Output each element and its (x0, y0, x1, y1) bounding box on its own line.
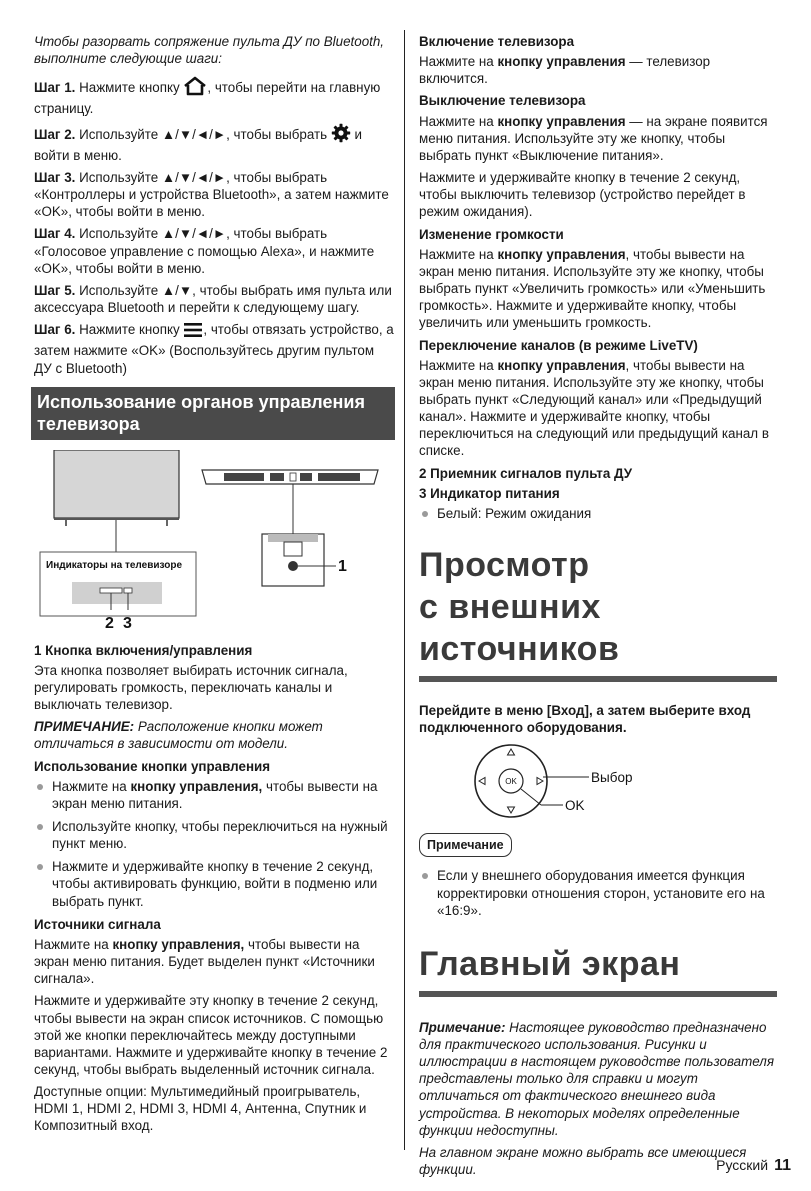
list-item: Нажмите на кнопку управления, чтобы вывести на экран меню питания. (34, 778, 394, 812)
title-rule (419, 676, 777, 682)
left-column (34, 33, 394, 1140)
channels-heading: Переключение каналов (в режиме LiveTV) (419, 337, 698, 353)
channels-text: Нажмите на кнопку управления, чтобы вывести на экран меню питания. Используйте эту же кнопку, чтобы выбрать пункт «Следующий канал» или «Предыдущий канал». Нажмите и удерживайте кнопку, чтобы переключиться на следующий или предыдущий канал в списке. (419, 357, 769, 459)
step-1: Шаг 1. Нажмите кнопку , чтобы перейти на главную страницу. (34, 76, 394, 117)
note-pill: Примечание (419, 833, 512, 857)
usage-heading: Использование кнопки управления (34, 758, 271, 774)
step-5: Шаг 5. Используйте ▲/▼, чтобы выбрать имя пульта или аксессуара Bluetooth и перейти к следующему шагу. (34, 282, 392, 316)
volume-heading: Изменение громкости (419, 226, 564, 242)
receiver-heading: 2 Приемник сигналов пульта ДУ (419, 465, 633, 481)
external-instruction: Перейдите в меню [Вход], а затем выберите вход подключенного оборудования. (419, 703, 751, 736)
control-button-closeup (262, 534, 347, 586)
page-footer (716, 1156, 791, 1176)
home-paragraph: На главном экране можно выбрать все имеющиеся функции. (419, 1144, 747, 1178)
usage-list (34, 778, 394, 910)
model-note: ПРИМЕЧАНИЕ: Расположение кнопки может отличаться в зависимости от модели. (34, 719, 323, 752)
step-2: Шаг 2. Используйте ▲/▼/◄/►, чтобы выбрать и войти в меню. (34, 123, 394, 164)
home-note: Примечание: Настоящее руководство предназначено для практического использования. Рисунки и иллюстрации в настоящем руководстве пользователя представлены только для справки и могут отличаться от фактического внешнего вида устройства. В некоторых моделях определенные функции недоступны. (419, 1019, 774, 1138)
home-title-rule (419, 991, 777, 997)
volume-text: Нажмите на кнопку управления, чтобы вывести на экран меню питания. Используйте эту же кнопку, чтобы выбрать пункт «Увеличить громкость» или «Уменьшить громкость». Нажмите и удерживайте кнопку, чтобы увеличить или уменьшить громкость. (419, 246, 766, 331)
note-pill-wrap (419, 833, 779, 857)
callout-3: 3 (123, 614, 132, 632)
button-description: Эта кнопка позволяет выбирать источник сигнала, регулировать громкость, переключать каналы и выключать телевизор. (34, 662, 348, 713)
list-item: Нажмите и удерживайте кнопку в течение 2 секунд, чтобы активировать функцию, войти в подменю или выбрать пункт. (34, 858, 394, 909)
sources-paragraph-3: Доступные опции: Мультимедийный проигрыватель, HDMI 1, HDMI 2, HDMI 3, HDMI 4, Антенна, Спутник и Композитный вход. (34, 1084, 367, 1134)
sources-heading: Источники сигнала (34, 916, 161, 932)
sources-paragraph-1: Нажмите на кнопку управления, чтобы вывести на экран меню питания. Будет выделен пункт «Источники сигнала». (34, 936, 375, 987)
power-off-heading: Выключение телевизора (419, 93, 586, 109)
external-note-list (419, 867, 779, 918)
button-heading: 1 Кнопка включения/управления (34, 642, 253, 658)
right-column (419, 33, 779, 1183)
dpad-diagram (419, 741, 779, 825)
home-screen-title: Главный экран (419, 943, 779, 997)
dpad-svg (419, 741, 779, 825)
unpair-intro: Чтобы разорвать сопряжение пульта ДУ по Bluetooth, выполните следующие шаги: (34, 34, 385, 67)
select-label: Выбор (591, 770, 633, 786)
gear-icon (331, 123, 351, 147)
menu-icon (183, 322, 203, 342)
list-item: Используйте кнопку, чтобы переключиться на нужный пункт меню. (34, 818, 394, 852)
indicators-closeup (40, 552, 196, 632)
indicators-label: Индикаторы на телевизоре (46, 559, 183, 571)
step-6: Шаг 6. Нажмите кнопку , чтобы отвязать устройство, а затем нажмите «OK» (Воспользуйтесь другим пультом ДУ с Bluetooth) (34, 322, 394, 376)
home-icon (183, 76, 207, 100)
power-on-heading: Включение телевизора (419, 34, 575, 49)
tv-front-illustration (54, 450, 179, 552)
external-sources-title: Просмотр с внешних источников (419, 544, 779, 682)
callout-2: 2 (105, 614, 114, 632)
page-number: 11 (774, 1157, 791, 1174)
power-on-text: Нажмите на кнопку управления — телевизор включится. (419, 54, 711, 87)
tv-bottom-illustration (202, 470, 378, 534)
indicator-list (419, 505, 779, 522)
indicator-heading: 3 Индикатор питания (419, 485, 560, 501)
column-divider (404, 30, 405, 1150)
callout-1: 1 (338, 557, 347, 575)
footer-language: Русский (716, 1157, 769, 1173)
sources-paragraph-2: Нажмите и удерживайте эту кнопку в течение 2 секунд, чтобы вывести на экран список источников. С помощью этой же кнопки переключайтесь между доступными вариантами. Нажмите и удерживайте кнопку в течение 2 секунд, чтобы выбрать выделенный источник сигнала. (34, 993, 388, 1077)
step-3: Шаг 3. Используйте ▲/▼/◄/►, чтобы выбрать «Контроллеры и устройства Bluetooth», а затем нажмите «OK», чтобы войти в меню. (34, 169, 389, 220)
power-off-text-2: Нажмите и удерживайте кнопку в течение 2 секунд, чтобы выключить телевизор (устройство перейдет в режим ожидания). (419, 170, 746, 220)
ok-button-label: OK (505, 777, 517, 787)
list-item: Белый: Режим ожидания (419, 505, 779, 522)
ok-label: OK (565, 798, 585, 814)
section-title-tv-controls: Использование органов управления телевизора (31, 387, 395, 440)
tv-controls-diagram (32, 450, 392, 640)
list-item: Если у внешнего оборудования имеется функция корректировки отношения сторон, установите его на «16:9». (419, 867, 779, 918)
tv-diagram-svg (32, 450, 392, 640)
step-4: Шаг 4. Используйте ▲/▼/◄/►, чтобы выбрать «Голосовое управление с помощью Alexa», и нажмите «OK», чтобы войти в меню. (34, 226, 375, 276)
power-off-text: Нажмите на кнопку управления — на экране появится меню питания. Используйте эту же кнопку, чтобы выбрать пункт «Выключение питания». (419, 113, 768, 163)
